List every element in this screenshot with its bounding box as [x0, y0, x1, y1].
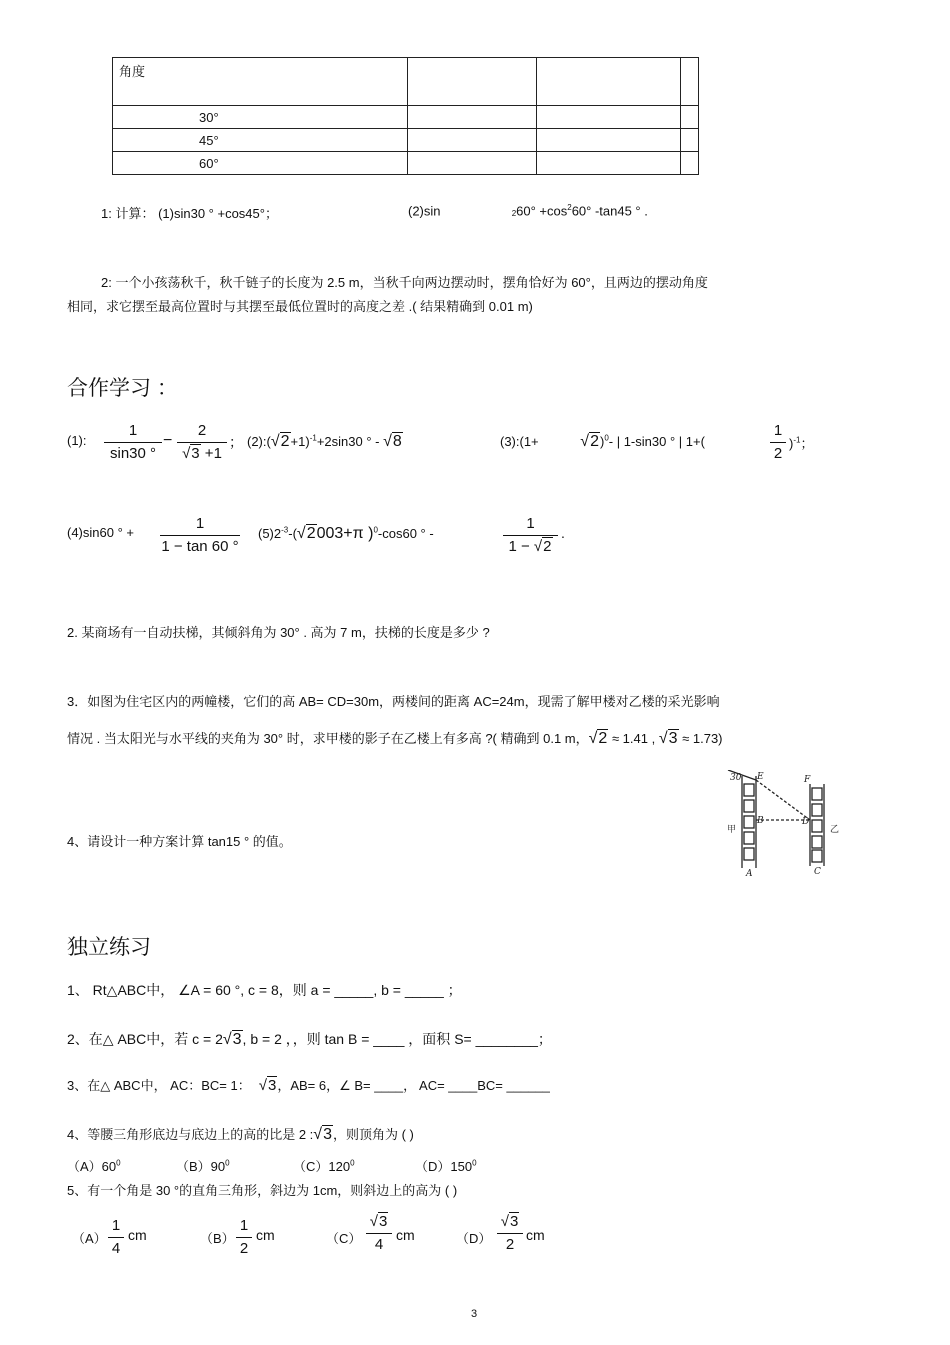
coop-e1-label: (1):: [67, 433, 87, 448]
coop-e5-fraction: 1 1 − √2: [503, 514, 558, 557]
practice-q1: 1: 计算： (1)sin30 ° +cos45°；: [101, 206, 278, 221]
svg-text:D: D: [802, 817, 810, 827]
indep-q4: 4、等腰三角形底边与底边上的高的比是 2 :√3，则顶角为 ( ): [67, 1126, 414, 1143]
coop-e5: $(5)2^{-3}-(√2003+\pi$ )$^0$-cos60 ° -: [258, 525, 434, 542]
indep-q4-option-d: $(D)150^0$: [415, 1158, 477, 1174]
indep-q5-label-a: （A）: [72, 1231, 107, 1246]
svg-text:B: B: [757, 816, 764, 826]
indep-heading: 独立练习: [67, 936, 151, 959]
table-header-angle: 角度: [113, 58, 408, 106]
table-cell-angle: 45°: [113, 129, 408, 152]
coop-e4: (4)sin60 ° +: [67, 525, 134, 540]
indep-q3: 3、在△ ABC中， AC：BC= 1： √3，AB= 6，∠ B= ____， AC= ____BC= ______: [67, 1077, 550, 1094]
practice-q2-line1: 2: 一个小孩荡秋千，秋千链子的长度为 2.5 m，当秋千向两边摆动时，摆角恰好为 60°，且两边的摆动角度: [101, 275, 708, 290]
coop-q2: 2. 某商场有一自动扶梯，其倾斜角为 30° . 高为 7 m，扶梯的长度是多少 ?: [67, 625, 490, 640]
indep-q4-option-c: $(C)120^0$: [293, 1158, 355, 1174]
coop-q4: 4、请设计一种方案计算 tan15 ° 的值。: [67, 834, 292, 849]
indep-q5-fraction-a: 1 4: [108, 1216, 124, 1259]
coop-q3-line1: 3．如图为住宅区内的两幢楼，它们的高 AB= CD=30m，两楼间的距离 AC=24m，现需了解甲楼对乙楼的采光影响: [67, 694, 720, 709]
coop-heading: 合作学习 ：: [67, 377, 178, 400]
svg-text:A: A: [746, 869, 753, 878]
coop-e1-minus: −: [163, 432, 173, 449]
svg-text:E: E: [757, 772, 764, 782]
table-cell-angle: 60°: [113, 152, 408, 175]
svg-text:30: 30: [730, 773, 742, 783]
practice-q1-part2: (2)sin 2 $60^\circ +\cos^260^\circ$ -tan45 ° .: [408, 203, 648, 219]
table-cell-angle: 30°: [113, 106, 408, 129]
svg-text:C: C: [814, 867, 821, 877]
indep-q1: 1、 Rt△ABC中， ∠A = 60 °, c = 8，则 a = _____, b = _____ ；: [67, 982, 462, 998]
coop-e1-fraction2: 2 √3 +1: [177, 421, 227, 464]
angle-table: [112, 57, 699, 175]
svg-text:F: F: [804, 775, 811, 785]
building-figure: [724, 770, 844, 878]
table-header-row: [113, 58, 699, 106]
coop-q3-line2: 情况 . 当太阳光与水平线的夹角为 30° 时，求甲楼的影子在乙楼上有多高 ?( 精确到 0.1 m，√2 ≈ 1.41 , √3 ≈ 1.73): [67, 730, 723, 747]
indep-q5-fraction-b: 1 2: [236, 1216, 252, 1259]
coop-e1-fraction1: 1 sin30 °: [104, 421, 162, 464]
coop-e3: (3):(1+ √2)$^0$- | 1-sin30 ° | 1+(: [500, 433, 705, 450]
page-number: 3: [471, 1308, 478, 1320]
table-row: [113, 152, 699, 175]
indep-q5-label-d: （D）: [456, 1231, 492, 1246]
practice-q2-line2: 相同，求它摆至最高位置时与其摆至最低位置时的高度之差 .( 结果精确到 0.01 m): [67, 299, 533, 314]
table-row: [113, 106, 699, 129]
indep-q5-label-b: （B）: [200, 1231, 235, 1246]
indep-q5-fraction-c: √3 4: [366, 1212, 392, 1255]
indep-q5: 5、有一个角是 30 °的直角三角形，斜边为 1cm，则斜边上的高为 ( ): [67, 1183, 458, 1198]
svg-text:甲: 甲: [727, 825, 737, 835]
coop-e2: $(2):(√2+1)^{-1}+2\sin 30$ ° - √8: [247, 433, 402, 450]
indep-q5-label-c: （C）: [326, 1231, 362, 1246]
indep-q5-fraction-d: √3 2: [497, 1212, 523, 1255]
coop-e3-fraction: 1 2: [770, 421, 786, 464]
coop-e4-fraction: 1 1 − tan 60 °: [161, 515, 239, 555]
table-row: [113, 129, 699, 152]
indep-q4-option-a: $(A)60^0$: [67, 1158, 121, 1174]
indep-q2: 2、在△ ABC中，若 c = 2√3, b = 2 ，，则 tan B = ____ ，面积 S= ________；: [67, 1031, 552, 1048]
indep-q4-option-b: $(B)90^0$: [176, 1158, 230, 1174]
svg-text:乙: 乙: [830, 825, 840, 835]
